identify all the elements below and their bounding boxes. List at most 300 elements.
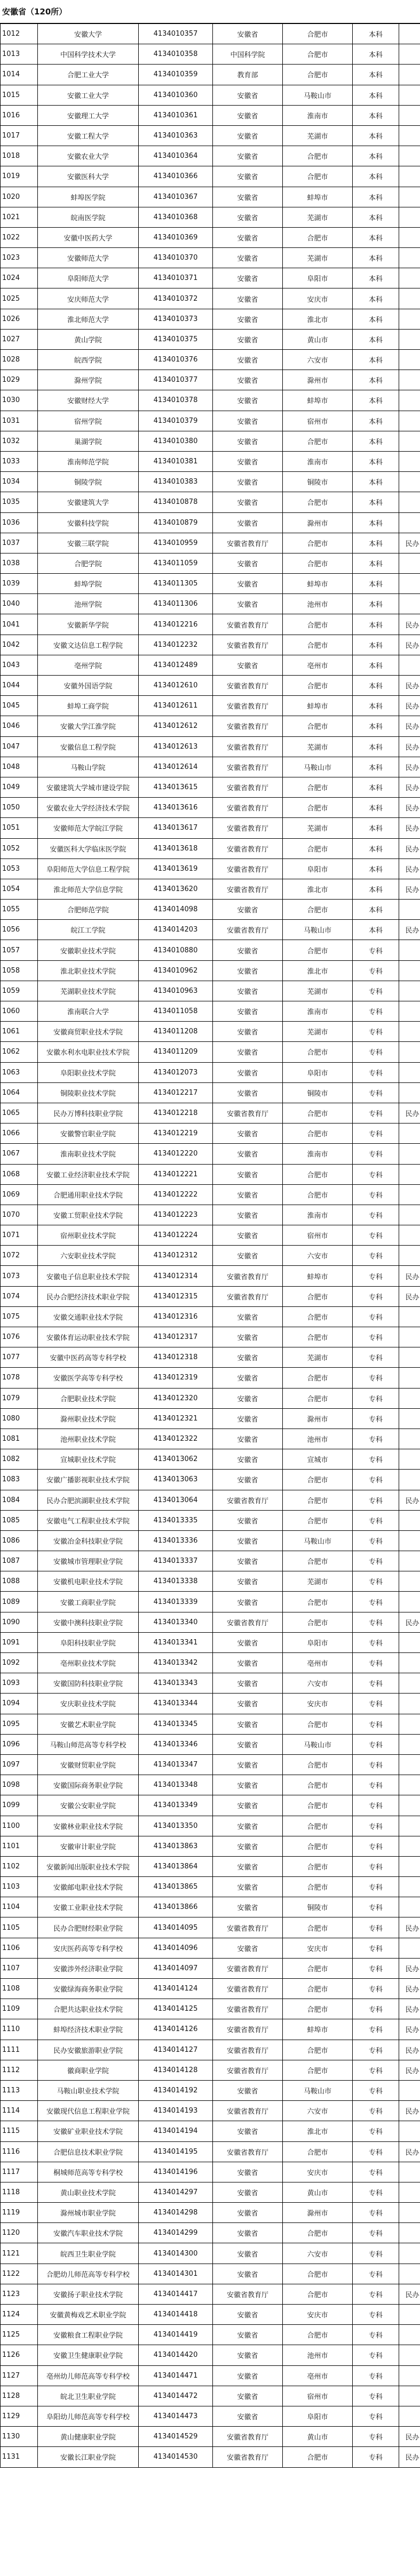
school-name-cell: 安徽工商职业学院 xyxy=(38,1592,139,1612)
row-index-cell: 1110 xyxy=(1,2019,38,2040)
city-cell: 合肥市 xyxy=(283,1836,353,1856)
city-cell: 芜湖市 xyxy=(283,736,353,757)
row-index-cell: 1025 xyxy=(1,288,38,309)
level-cell: 本科 xyxy=(353,736,399,757)
authority-cell: 安徽省 xyxy=(213,1327,283,1347)
school-name-cell: 安徽城市管理职业学院 xyxy=(38,1551,139,1571)
row-index-cell: 1046 xyxy=(1,716,38,736)
authority-cell: 安徽省教育厅 xyxy=(213,798,283,818)
city-cell: 六安市 xyxy=(283,2101,353,2121)
level-cell: 专科 xyxy=(353,1490,399,1510)
remark-cell xyxy=(399,512,420,533)
school-name-cell: 安徽水利水电职业技术学院 xyxy=(38,1042,139,1062)
city-cell: 合肥市 xyxy=(283,24,353,44)
table-row xyxy=(1,1042,420,1062)
school-code-cell: 4134014098 xyxy=(139,900,213,920)
authority-cell: 安徽省教育厅 xyxy=(213,1979,283,1999)
table-row xyxy=(1,268,420,288)
city-cell: 阜阳市 xyxy=(283,1062,353,1082)
row-index-cell: 1126 xyxy=(1,2345,38,2365)
table-row xyxy=(1,2365,420,2386)
row-index-cell: 1093 xyxy=(1,1673,38,1694)
table-row xyxy=(1,777,420,797)
school-name-cell: 安徽矿业职业技术学院 xyxy=(38,2121,139,2141)
level-cell: 专科 xyxy=(353,2040,399,2060)
row-index-cell: 1117 xyxy=(1,2162,38,2182)
remark-cell xyxy=(399,227,420,247)
table-row xyxy=(1,1795,420,1816)
city-cell: 合肥市 xyxy=(283,2284,353,2304)
city-cell: 合肥市 xyxy=(283,1164,353,1184)
table-row xyxy=(1,1877,420,1897)
city-cell: 芜湖市 xyxy=(283,207,353,227)
row-index-cell: 1059 xyxy=(1,981,38,1001)
level-cell: 专科 xyxy=(353,1612,399,1632)
authority-cell: 安徽省 xyxy=(213,105,283,125)
school-code-cell: 4134014192 xyxy=(139,2080,213,2100)
city-cell: 铜陵市 xyxy=(283,1897,353,1917)
school-name-cell: 宿州学院 xyxy=(38,411,139,431)
authority-cell: 安徽省 xyxy=(213,146,283,166)
table-row xyxy=(1,1082,420,1103)
table-row xyxy=(1,166,420,187)
authority-cell: 安徽省 xyxy=(213,329,283,349)
remark-cell xyxy=(399,1368,420,1388)
remark-cell xyxy=(399,1754,420,1775)
authority-cell: 安徽省教育厅 xyxy=(213,1286,283,1306)
row-index-cell: 1054 xyxy=(1,879,38,899)
table-row xyxy=(1,1734,420,1754)
school-name-cell: 安徽工程大学 xyxy=(38,125,139,146)
school-code-cell: 4134010369 xyxy=(139,227,213,247)
table-row xyxy=(1,370,420,390)
level-cell: 本科 xyxy=(353,411,399,431)
school-name-cell: 池州职业技术学院 xyxy=(38,1429,139,1449)
table-row xyxy=(1,1530,420,1551)
row-index-cell: 1107 xyxy=(1,1958,38,1978)
remark-cell: 民办 xyxy=(399,858,420,879)
level-cell: 专科 xyxy=(353,1306,399,1327)
table-row xyxy=(1,2223,420,2243)
remark-cell xyxy=(399,1246,420,1266)
row-index-cell: 1096 xyxy=(1,1734,38,1754)
table-row xyxy=(1,1816,420,1836)
remark-cell: 民办 xyxy=(399,1999,420,2019)
level-cell: 专科 xyxy=(353,1429,399,1449)
row-index-cell: 1106 xyxy=(1,1938,38,1958)
authority-cell: 安徽省 xyxy=(213,1877,283,1897)
level-cell: 专科 xyxy=(353,2019,399,2040)
level-cell: 本科 xyxy=(353,696,399,716)
city-cell: 合肥市 xyxy=(283,777,353,797)
row-index-cell: 1072 xyxy=(1,1246,38,1266)
school-name-cell: 安徽新闻出版职业技术学院 xyxy=(38,1856,139,1876)
school-name-cell: 阜阳科技职业学院 xyxy=(38,1632,139,1652)
school-name-cell: 皖南医学院 xyxy=(38,207,139,227)
level-cell: 专科 xyxy=(353,2080,399,2100)
authority-cell: 安徽省 xyxy=(213,2264,283,2284)
authority-cell: 安徽省教育厅 xyxy=(213,818,283,838)
school-code-cell: 4134012232 xyxy=(139,635,213,655)
authority-cell: 安徽省 xyxy=(213,2406,283,2426)
city-cell: 合肥市 xyxy=(283,1856,353,1876)
table-row xyxy=(1,574,420,594)
school-name-cell: 安徽师范大学皖江学院 xyxy=(38,818,139,838)
school-code-cell: 4134014529 xyxy=(139,2427,213,2447)
level-cell: 专科 xyxy=(353,1408,399,1429)
school-name-cell: 徽商职业学院 xyxy=(38,2060,139,2080)
row-index-cell: 1112 xyxy=(1,2060,38,2080)
table-row xyxy=(1,2305,420,2325)
school-code-cell: 4134013617 xyxy=(139,818,213,838)
level-cell: 本科 xyxy=(353,655,399,675)
row-index-cell: 1019 xyxy=(1,166,38,187)
city-cell: 马鞍山市 xyxy=(283,1734,353,1754)
city-cell: 芜湖市 xyxy=(283,1347,353,1368)
school-code-cell: 4134010880 xyxy=(139,940,213,960)
school-name-cell: 安徽汽车职业技术学院 xyxy=(38,2223,139,2243)
remark-cell xyxy=(399,1592,420,1612)
level-cell: 专科 xyxy=(353,1877,399,1897)
table-row xyxy=(1,2406,420,2426)
level-cell: 专科 xyxy=(353,2305,399,2325)
level-cell: 专科 xyxy=(353,2325,399,2345)
row-index-cell: 1056 xyxy=(1,920,38,940)
school-code-cell: 4134014128 xyxy=(139,2060,213,2080)
authority-cell: 安徽省 xyxy=(213,1144,283,1164)
school-name-cell: 合肥师范学院 xyxy=(38,900,139,920)
level-cell: 本科 xyxy=(353,614,399,635)
row-index-cell: 1039 xyxy=(1,574,38,594)
page-title: 安徽省（120所） xyxy=(0,0,420,23)
level-cell: 专科 xyxy=(353,1734,399,1754)
remark-cell xyxy=(399,1205,420,1225)
authority-cell: 安徽省 xyxy=(213,2305,283,2325)
remark-cell: 民办 xyxy=(399,798,420,818)
row-index-cell: 1119 xyxy=(1,2203,38,2223)
table-row xyxy=(1,248,420,268)
school-code-cell: 4134013619 xyxy=(139,858,213,879)
city-cell: 合肥市 xyxy=(283,1775,353,1795)
school-code-cell: 4134012219 xyxy=(139,1124,213,1144)
table-row xyxy=(1,1999,420,2019)
authority-cell: 安徽省教育厅 xyxy=(213,838,283,858)
authority-cell: 安徽省 xyxy=(213,2080,283,2100)
row-index-cell: 1040 xyxy=(1,594,38,614)
school-code-cell: 4134011208 xyxy=(139,1022,213,1042)
school-code-cell: 4134010959 xyxy=(139,533,213,553)
authority-cell: 安徽省 xyxy=(213,2162,283,2182)
level-cell: 专科 xyxy=(353,1836,399,1856)
level-cell: 专科 xyxy=(353,1653,399,1673)
school-name-cell: 蚌埠工商学院 xyxy=(38,696,139,716)
school-name-cell: 阜阳职业技术学院 xyxy=(38,1062,139,1082)
authority-cell: 安徽省 xyxy=(213,227,283,247)
row-index-cell: 1104 xyxy=(1,1897,38,1917)
authority-cell: 安徽省教育厅 xyxy=(213,2284,283,2304)
school-code-cell: 4134014298 xyxy=(139,2203,213,2223)
school-name-cell: 安徽科技学院 xyxy=(38,512,139,533)
table-row xyxy=(1,1449,420,1470)
school-code-cell: 4134010358 xyxy=(139,44,213,65)
table-row xyxy=(1,2264,420,2284)
level-cell: 专科 xyxy=(353,2264,399,2284)
city-cell: 阜阳市 xyxy=(283,858,353,879)
city-cell: 合肥市 xyxy=(283,1103,353,1123)
remark-cell xyxy=(399,146,420,166)
school-name-cell: 安徽工贸职业技术学院 xyxy=(38,1205,139,1225)
authority-cell: 安徽省 xyxy=(213,1571,283,1592)
school-name-cell: 淮南联合大学 xyxy=(38,1001,139,1022)
row-index-cell: 1130 xyxy=(1,2427,38,2447)
school-code-cell: 4134013345 xyxy=(139,1714,213,1734)
school-name-cell: 皖西学院 xyxy=(38,350,139,370)
authority-cell: 安徽省 xyxy=(213,512,283,533)
authority-cell: 安徽省 xyxy=(213,1734,283,1754)
table-row xyxy=(1,757,420,777)
authority-cell: 安徽省教育厅 xyxy=(213,1612,283,1632)
remark-cell xyxy=(399,2162,420,2182)
authority-cell: 安徽省教育厅 xyxy=(213,736,283,757)
row-index-cell: 1082 xyxy=(1,1449,38,1470)
remark-cell: 民办 xyxy=(399,2040,420,2060)
city-cell: 合肥市 xyxy=(283,1286,353,1306)
table-row xyxy=(1,879,420,899)
table-row xyxy=(1,1225,420,1246)
remark-cell: 民办 xyxy=(399,2447,420,2467)
table-row xyxy=(1,451,420,471)
row-index-cell: 1125 xyxy=(1,2325,38,2345)
row-index-cell: 1091 xyxy=(1,1632,38,1652)
row-index-cell: 1116 xyxy=(1,2141,38,2162)
table-row xyxy=(1,1673,420,1694)
row-index-cell: 1074 xyxy=(1,1286,38,1306)
city-cell: 蚌埠市 xyxy=(283,696,353,716)
school-name-cell: 安徽大学 xyxy=(38,24,139,44)
level-cell: 本科 xyxy=(353,288,399,309)
city-cell: 合肥市 xyxy=(283,553,353,573)
level-cell: 专科 xyxy=(353,1022,399,1042)
authority-cell: 安徽省 xyxy=(213,1042,283,1062)
authority-cell: 安徽省 xyxy=(213,472,283,492)
school-name-cell: 民办合肥滨湖职业技术学院 xyxy=(38,1490,139,1510)
school-name-cell: 合肥职业技术学院 xyxy=(38,1388,139,1408)
city-cell: 合肥市 xyxy=(283,838,353,858)
table-row xyxy=(1,2345,420,2365)
table-row xyxy=(1,329,420,349)
remark-cell xyxy=(399,411,420,431)
remark-cell xyxy=(399,431,420,451)
school-code-cell: 4134010368 xyxy=(139,207,213,227)
level-cell: 专科 xyxy=(353,1164,399,1184)
table-row xyxy=(1,1653,420,1673)
remark-cell xyxy=(399,2243,420,2264)
school-name-cell: 亳州幼儿师范高等专科学校 xyxy=(38,2365,139,2386)
row-index-cell: 1114 xyxy=(1,2101,38,2121)
remark-cell xyxy=(399,960,420,981)
table-row xyxy=(1,1632,420,1652)
level-cell: 专科 xyxy=(353,2386,399,2406)
level-cell: 本科 xyxy=(353,166,399,187)
school-name-cell: 安徽职业技术学院 xyxy=(38,940,139,960)
level-cell: 专科 xyxy=(353,1917,399,1938)
authority-cell: 安徽省 xyxy=(213,2325,283,2345)
school-code-cell: 4134012218 xyxy=(139,1103,213,1123)
row-index-cell: 1077 xyxy=(1,1347,38,1368)
table-row xyxy=(1,1368,420,1388)
row-index-cell: 1097 xyxy=(1,1754,38,1775)
authority-cell: 安徽省 xyxy=(213,1184,283,1205)
level-cell: 专科 xyxy=(353,1856,399,1876)
row-index-cell: 1086 xyxy=(1,1530,38,1551)
row-index-cell: 1049 xyxy=(1,777,38,797)
city-cell: 合肥市 xyxy=(283,2447,353,2467)
table-row xyxy=(1,2141,420,2162)
school-name-cell: 巢湖学院 xyxy=(38,431,139,451)
level-cell: 专科 xyxy=(353,2427,399,2447)
level-cell: 专科 xyxy=(353,1632,399,1652)
remark-cell xyxy=(399,1306,420,1327)
school-name-cell: 滁州学院 xyxy=(38,370,139,390)
authority-cell: 安徽省教育厅 xyxy=(213,1958,283,1978)
row-index-cell: 1079 xyxy=(1,1388,38,1408)
school-code-cell: 4134011058 xyxy=(139,1001,213,1022)
level-cell: 专科 xyxy=(353,2447,399,2467)
level-cell: 本科 xyxy=(353,65,399,85)
level-cell: 专科 xyxy=(353,1184,399,1205)
authority-cell: 安徽省 xyxy=(213,2182,283,2202)
school-name-cell: 安徽扬子职业技术学院 xyxy=(38,2284,139,2304)
school-name-cell: 合肥学院 xyxy=(38,553,139,573)
city-cell: 芜湖市 xyxy=(283,1571,353,1592)
level-cell: 专科 xyxy=(353,1266,399,1286)
school-name-cell: 民办万博科技职业学院 xyxy=(38,1103,139,1123)
remark-cell xyxy=(399,207,420,227)
table-row xyxy=(1,2040,420,2060)
school-name-cell: 宿州职业技术学院 xyxy=(38,1225,139,1246)
table-row xyxy=(1,1184,420,1205)
remark-cell xyxy=(399,1470,420,1490)
school-code-cell: 4134012610 xyxy=(139,676,213,696)
row-index-cell: 1020 xyxy=(1,187,38,207)
school-code-cell: 4134014418 xyxy=(139,2305,213,2325)
remark-cell xyxy=(399,1653,420,1673)
school-name-cell: 安徽黄梅戏艺术职业学院 xyxy=(38,2305,139,2325)
city-cell: 合肥市 xyxy=(283,431,353,451)
authority-cell: 安徽省教育厅 xyxy=(213,920,283,940)
school-code-cell: 4134014417 xyxy=(139,2284,213,2304)
level-cell: 专科 xyxy=(353,1938,399,1958)
row-index-cell: 1035 xyxy=(1,492,38,512)
city-cell: 蚌埠市 xyxy=(283,574,353,594)
authority-cell: 安徽省 xyxy=(213,1632,283,1652)
row-index-cell: 1080 xyxy=(1,1408,38,1429)
school-name-cell: 安徽电气工程职业技术学院 xyxy=(38,1510,139,1530)
school-name-cell: 宣城职业技术学院 xyxy=(38,1449,139,1470)
remark-cell xyxy=(399,1449,420,1470)
city-cell: 芜湖市 xyxy=(283,818,353,838)
school-name-cell: 黄山学院 xyxy=(38,329,139,349)
authority-cell: 安徽省 xyxy=(213,2345,283,2365)
school-code-cell: 4134012319 xyxy=(139,1368,213,1388)
row-index-cell: 1095 xyxy=(1,1714,38,1734)
remark-cell xyxy=(399,1877,420,1897)
school-code-cell: 4134010963 xyxy=(139,981,213,1001)
row-index-cell: 1032 xyxy=(1,431,38,451)
school-name-cell: 安徽工业大学 xyxy=(38,85,139,105)
authority-cell: 安徽省教育厅 xyxy=(213,2060,283,2080)
city-cell: 合肥市 xyxy=(283,533,353,553)
authority-cell: 安徽省 xyxy=(213,2121,283,2141)
remark-cell: 民办 xyxy=(399,879,420,899)
row-index-cell: 1087 xyxy=(1,1551,38,1571)
row-index-cell: 1022 xyxy=(1,227,38,247)
row-index-cell: 1101 xyxy=(1,1836,38,1856)
school-code-cell: 4134010370 xyxy=(139,248,213,268)
school-code-cell: 4134013349 xyxy=(139,1795,213,1816)
authority-cell: 安徽省教育厅 xyxy=(213,2019,283,2040)
school-code-cell: 4134012314 xyxy=(139,1266,213,1286)
level-cell: 专科 xyxy=(353,1062,399,1082)
school-name-cell: 安徽医科大学 xyxy=(38,166,139,187)
remark-cell xyxy=(399,655,420,675)
school-name-cell: 合肥信息技术职业学院 xyxy=(38,2141,139,2162)
city-cell: 黄山市 xyxy=(283,329,353,349)
school-code-cell: 4134010375 xyxy=(139,329,213,349)
row-index-cell: 1045 xyxy=(1,696,38,716)
table-row xyxy=(1,900,420,920)
school-code-cell: 4134010380 xyxy=(139,431,213,451)
school-name-cell: 皖西卫生职业学院 xyxy=(38,2243,139,2264)
school-code-cell: 4134010367 xyxy=(139,187,213,207)
city-cell: 合肥市 xyxy=(283,676,353,696)
remark-cell xyxy=(399,1001,420,1022)
authority-cell: 安徽省教育厅 xyxy=(213,777,283,797)
school-code-cell: 4134012320 xyxy=(139,1388,213,1408)
school-code-cell: 4134010361 xyxy=(139,105,213,125)
city-cell: 淮南市 xyxy=(283,105,353,125)
city-cell: 马鞍山市 xyxy=(283,85,353,105)
table-row xyxy=(1,1571,420,1592)
remark-cell: 民办 xyxy=(399,1979,420,1999)
school-name-cell: 阜阳师范大学信息工程学院 xyxy=(38,858,139,879)
row-index-cell: 1060 xyxy=(1,1001,38,1022)
authority-cell: 安徽省 xyxy=(213,268,283,288)
school-code-cell: 4134013866 xyxy=(139,1897,213,1917)
table-row xyxy=(1,736,420,757)
authority-cell: 安徽省 xyxy=(213,1246,283,1266)
level-cell: 本科 xyxy=(353,431,399,451)
school-name-cell: 芜湖职业技术学院 xyxy=(38,981,139,1001)
authority-cell: 安徽省 xyxy=(213,1795,283,1816)
row-index-cell: 1067 xyxy=(1,1144,38,1164)
remark-cell xyxy=(399,2080,420,2100)
school-name-cell: 安庆医药高等专科学校 xyxy=(38,1938,139,1958)
row-index-cell: 1038 xyxy=(1,553,38,573)
authority-cell: 安徽省 xyxy=(213,940,283,960)
table-row xyxy=(1,309,420,329)
row-index-cell: 1043 xyxy=(1,655,38,675)
table-row xyxy=(1,1775,420,1795)
row-index-cell: 1024 xyxy=(1,268,38,288)
school-code-cell: 4134010376 xyxy=(139,350,213,370)
city-cell: 合肥市 xyxy=(283,2040,353,2060)
authority-cell: 安徽省 xyxy=(213,1429,283,1449)
school-code-cell: 4134013062 xyxy=(139,1449,213,1470)
level-cell: 专科 xyxy=(353,1999,399,2019)
school-name-cell: 安徽中澳科技职业学院 xyxy=(38,1612,139,1632)
remark-cell xyxy=(399,1938,420,1958)
